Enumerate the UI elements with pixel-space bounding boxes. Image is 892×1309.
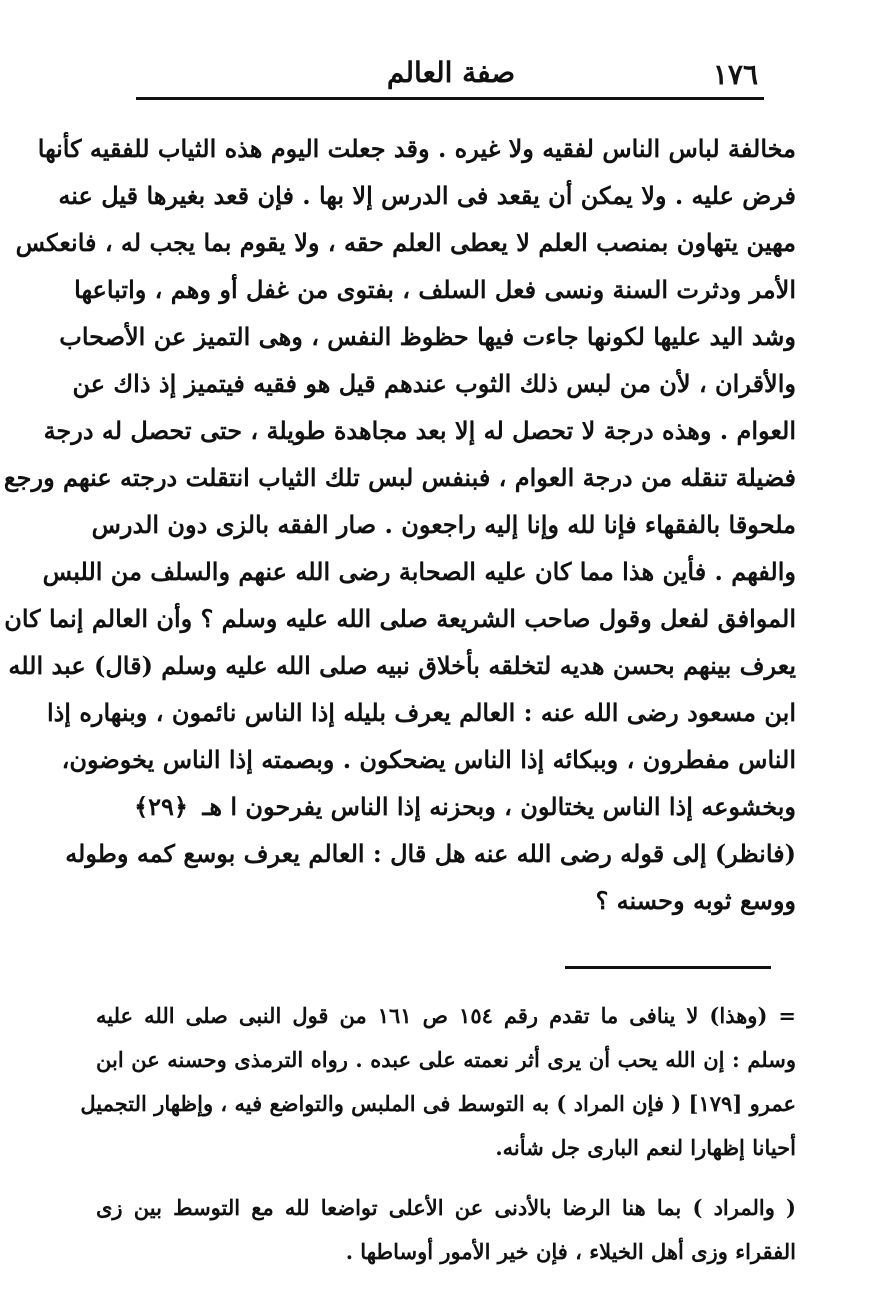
header-rule (136, 97, 764, 100)
text-line: ووسع ثوبه وحسنه ؟ (595, 886, 796, 915)
text-line: الموافق لفعل وقول صاحب الشريعة صلى الله عليه وسلم ؟ وأن العالم إنما كان (4, 604, 796, 633)
footnote-rule (565, 966, 771, 969)
text-line: والأقران ، لأن من لبس ذلك الثوب عندهم قيل هو فقيه فيتميز إذ ذاك عن (72, 369, 796, 398)
footnote-gap (96, 1170, 796, 1186)
text-line: ملحوقا بالفقهاء فإنا لله وإنا إليه راجعون . صار الفقه بالزى دون الدرس (91, 510, 796, 539)
main-text (3, 125, 796, 924)
page-number: ١٧٦ (712, 58, 758, 91)
text-line: فرض عليه . ولا يمكن أن يقعد فى الدرس إلا بها . فإن قعد بغيرها قيل عنه (58, 181, 796, 210)
footnote-line: = (وهذا) لا ينافى ما تقدم رقم ١٥٤ ص ١٦١ من قول النبى صلى الله عليه (96, 1003, 796, 1028)
footnote-line: ( والمراد ) بما هنا الرضا بالأدنى عن الأعلى تواضعا لله مع التوسط بين زى (96, 1195, 796, 1220)
text-line-with-hadith-number (96, 783, 796, 830)
text-line: العوام . وهذه درجة لا تحصل له إلا بعد مجاهدة طويلة ، حتى تحصل له درجة (43, 416, 796, 445)
text-line: وبخشوعه إذا الناس يختالون ، وبحزنه إذا الناس يفرحون ا هـ (202, 792, 796, 821)
text-line: مهين يتهاون بمنصب العلم لا يعطى العلم حقه ، ولا يقوم بما يجب له ، فانعكس (15, 228, 796, 257)
text-line: وشد اليد عليها لكونها جاءت فيها حظوظ النفس ، وهى التميز عن الأصحاب (59, 322, 796, 351)
footnote-line: الفقراء وزى أهل الخيلاء ، فإن خير الأمور أوساطها . (345, 1239, 796, 1264)
footnote-line: أحيانا إظهارا لنعم البارى جل شأنه. (495, 1135, 796, 1160)
text-line: (فانظر) إلى قوله رضى الله عنه هل قال : العالم يعرف بوسع كمه وطوله (65, 839, 796, 868)
hadith-number: ﴿٢٩﴾ (134, 792, 188, 821)
text-line: فضيلة تنقله من درجة العوام ، فبنفس لبس تلك الثياب انتقلت درجته عنهم ورجع (3, 463, 796, 492)
text-line: الناس مفطرون ، وببكائه إذا الناس يضحكون . وبصمته إذا الناس يخوضون، (61, 745, 796, 774)
text-line: مخالفة لباس الناس لفقيه ولا غيره . وقد جعلت اليوم هذه الثياب للفقيه كأنها (37, 134, 796, 163)
text-line: ابن مسعود رضى الله عنه : العالم يعرف بليله إذا الناس نائمون ، وبنهاره إذا (46, 698, 796, 727)
footnotes (80, 994, 796, 1274)
footnote-line: عمرو [١٧٩] ( فإن المراد ) به التوسط فى الملبس والتواضع فيه ، وإظهار التجميل (80, 1091, 796, 1116)
text-line: والفهم . فأين هذا مما كان عليه الصحابة رضى الله عنهم والسلف من اللبس (42, 557, 796, 586)
running-title: صفة العالم (386, 56, 516, 89)
text-line: يعرف بينهم بحسن هديه لتخلقه بأخلاق نبيه صلى الله عليه وسلم (قال) عبد الله (8, 651, 796, 680)
page-header (136, 50, 766, 98)
footnote-line: وسلم : إن الله يحب أن يرى أثر نعمته على عبده . رواه الترمذى وحسنه عن ابن (96, 1047, 796, 1072)
text-line: الأمر ودثرت السنة ونسى فعل السلف ، بفتوى من غفل أو وهم ، واتباعها (74, 275, 796, 304)
